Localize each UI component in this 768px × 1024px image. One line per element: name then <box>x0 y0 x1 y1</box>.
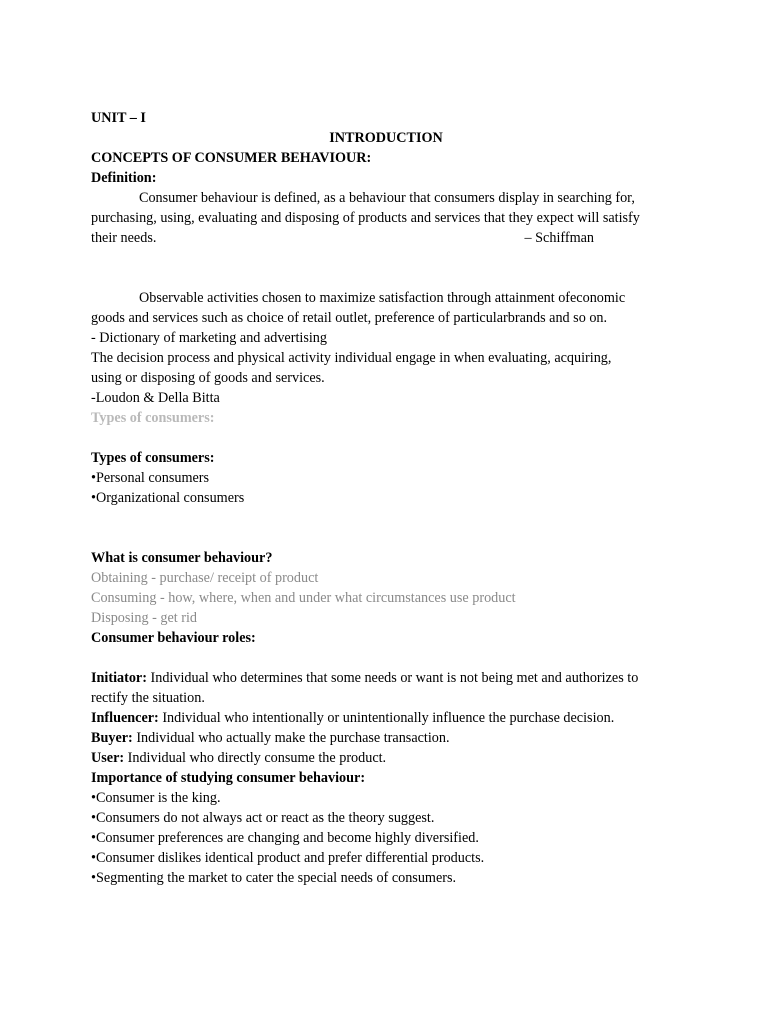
observable-text-line: goods and services such as choice of retail outlet, preference of particularbrands and so on. <box>91 310 608 326</box>
list-item: Disposing - get rid <box>91 610 198 626</box>
unit-label: UNIT – I <box>91 110 146 126</box>
role-label: Initiator: <box>91 670 147 686</box>
role-text: Individual who intentionally or unintentionally influence the purchase decision. <box>158 710 615 726</box>
spacer <box>91 648 681 668</box>
section-heading: CONCEPTS OF CONSUMER BEHAVIOUR: <box>91 150 372 166</box>
role-text: rectify the situation. <box>91 690 205 706</box>
definition-attribution: – Schiffman <box>524 230 594 246</box>
decision-text-line: The decision process and physical activity individual engage in when evaluating, acquiring, <box>91 350 612 366</box>
definition-text-line: Consumer behaviour is defined, as a behaviour that consumers display in searching for, <box>139 190 635 206</box>
definition-text-line: their needs. <box>91 230 157 246</box>
role-buyer <box>91 728 681 748</box>
faded-heading: Types of consumers: <box>91 410 215 426</box>
list-item: •Consumer is the king. <box>91 790 221 806</box>
list-item: •Consumer dislikes identical product and prefer differential products. <box>91 850 485 866</box>
decision-text-line: using or disposing of goods and services. <box>91 370 325 386</box>
definition-label: Definition: <box>91 170 157 186</box>
document-page <box>91 108 681 888</box>
role-text: Individual who determines that some needs or want is not being met and authorizes to <box>146 670 639 686</box>
roles-heading: Consumer behaviour roles: <box>91 630 256 646</box>
definition-text-line: purchasing, using, evaluating and disposing of products and services that they expect will satisfy <box>91 210 640 226</box>
list-item: •Personal consumers <box>91 470 210 486</box>
list-item: •Consumer preferences are changing and become highly diversified. <box>91 830 479 846</box>
observable-source: - Dictionary of marketing and advertising <box>91 330 327 346</box>
list-item: •Segmenting the market to cater the special needs of consumers. <box>91 870 457 886</box>
role-text: Individual who directly consume the product. <box>124 750 387 766</box>
role-label: User: <box>91 750 125 766</box>
definition-closing-row <box>91 228 681 248</box>
role-user <box>91 748 681 768</box>
what-is-heading: What is consumer behaviour? <box>91 550 273 566</box>
spacer <box>91 508 681 548</box>
types-heading: Types of consumers: <box>91 450 215 466</box>
role-text: Individual who actually make the purchase transaction. <box>132 730 450 746</box>
chapter-title: INTRODUCTION <box>329 130 443 146</box>
role-influencer <box>91 708 681 728</box>
role-initiator <box>91 668 681 688</box>
spacer <box>91 248 681 288</box>
list-item: •Organizational consumers <box>91 490 245 506</box>
list-item: Consuming - how, where, when and under what circumstances use product <box>91 590 516 606</box>
decision-source: -Loudon & Della Bitta <box>91 390 220 406</box>
list-item: Obtaining - purchase/ receipt of product <box>91 570 319 586</box>
importance-heading: Importance of studying consumer behaviour: <box>91 770 366 786</box>
role-label: Influencer: <box>91 710 159 726</box>
observable-text-line: Observable activities chosen to maximize satisfaction through attainment ofeconomic <box>139 290 626 306</box>
role-label: Buyer: <box>91 730 133 746</box>
list-item: •Consumers do not always act or react as the theory suggest. <box>91 810 435 826</box>
spacer <box>91 428 681 448</box>
